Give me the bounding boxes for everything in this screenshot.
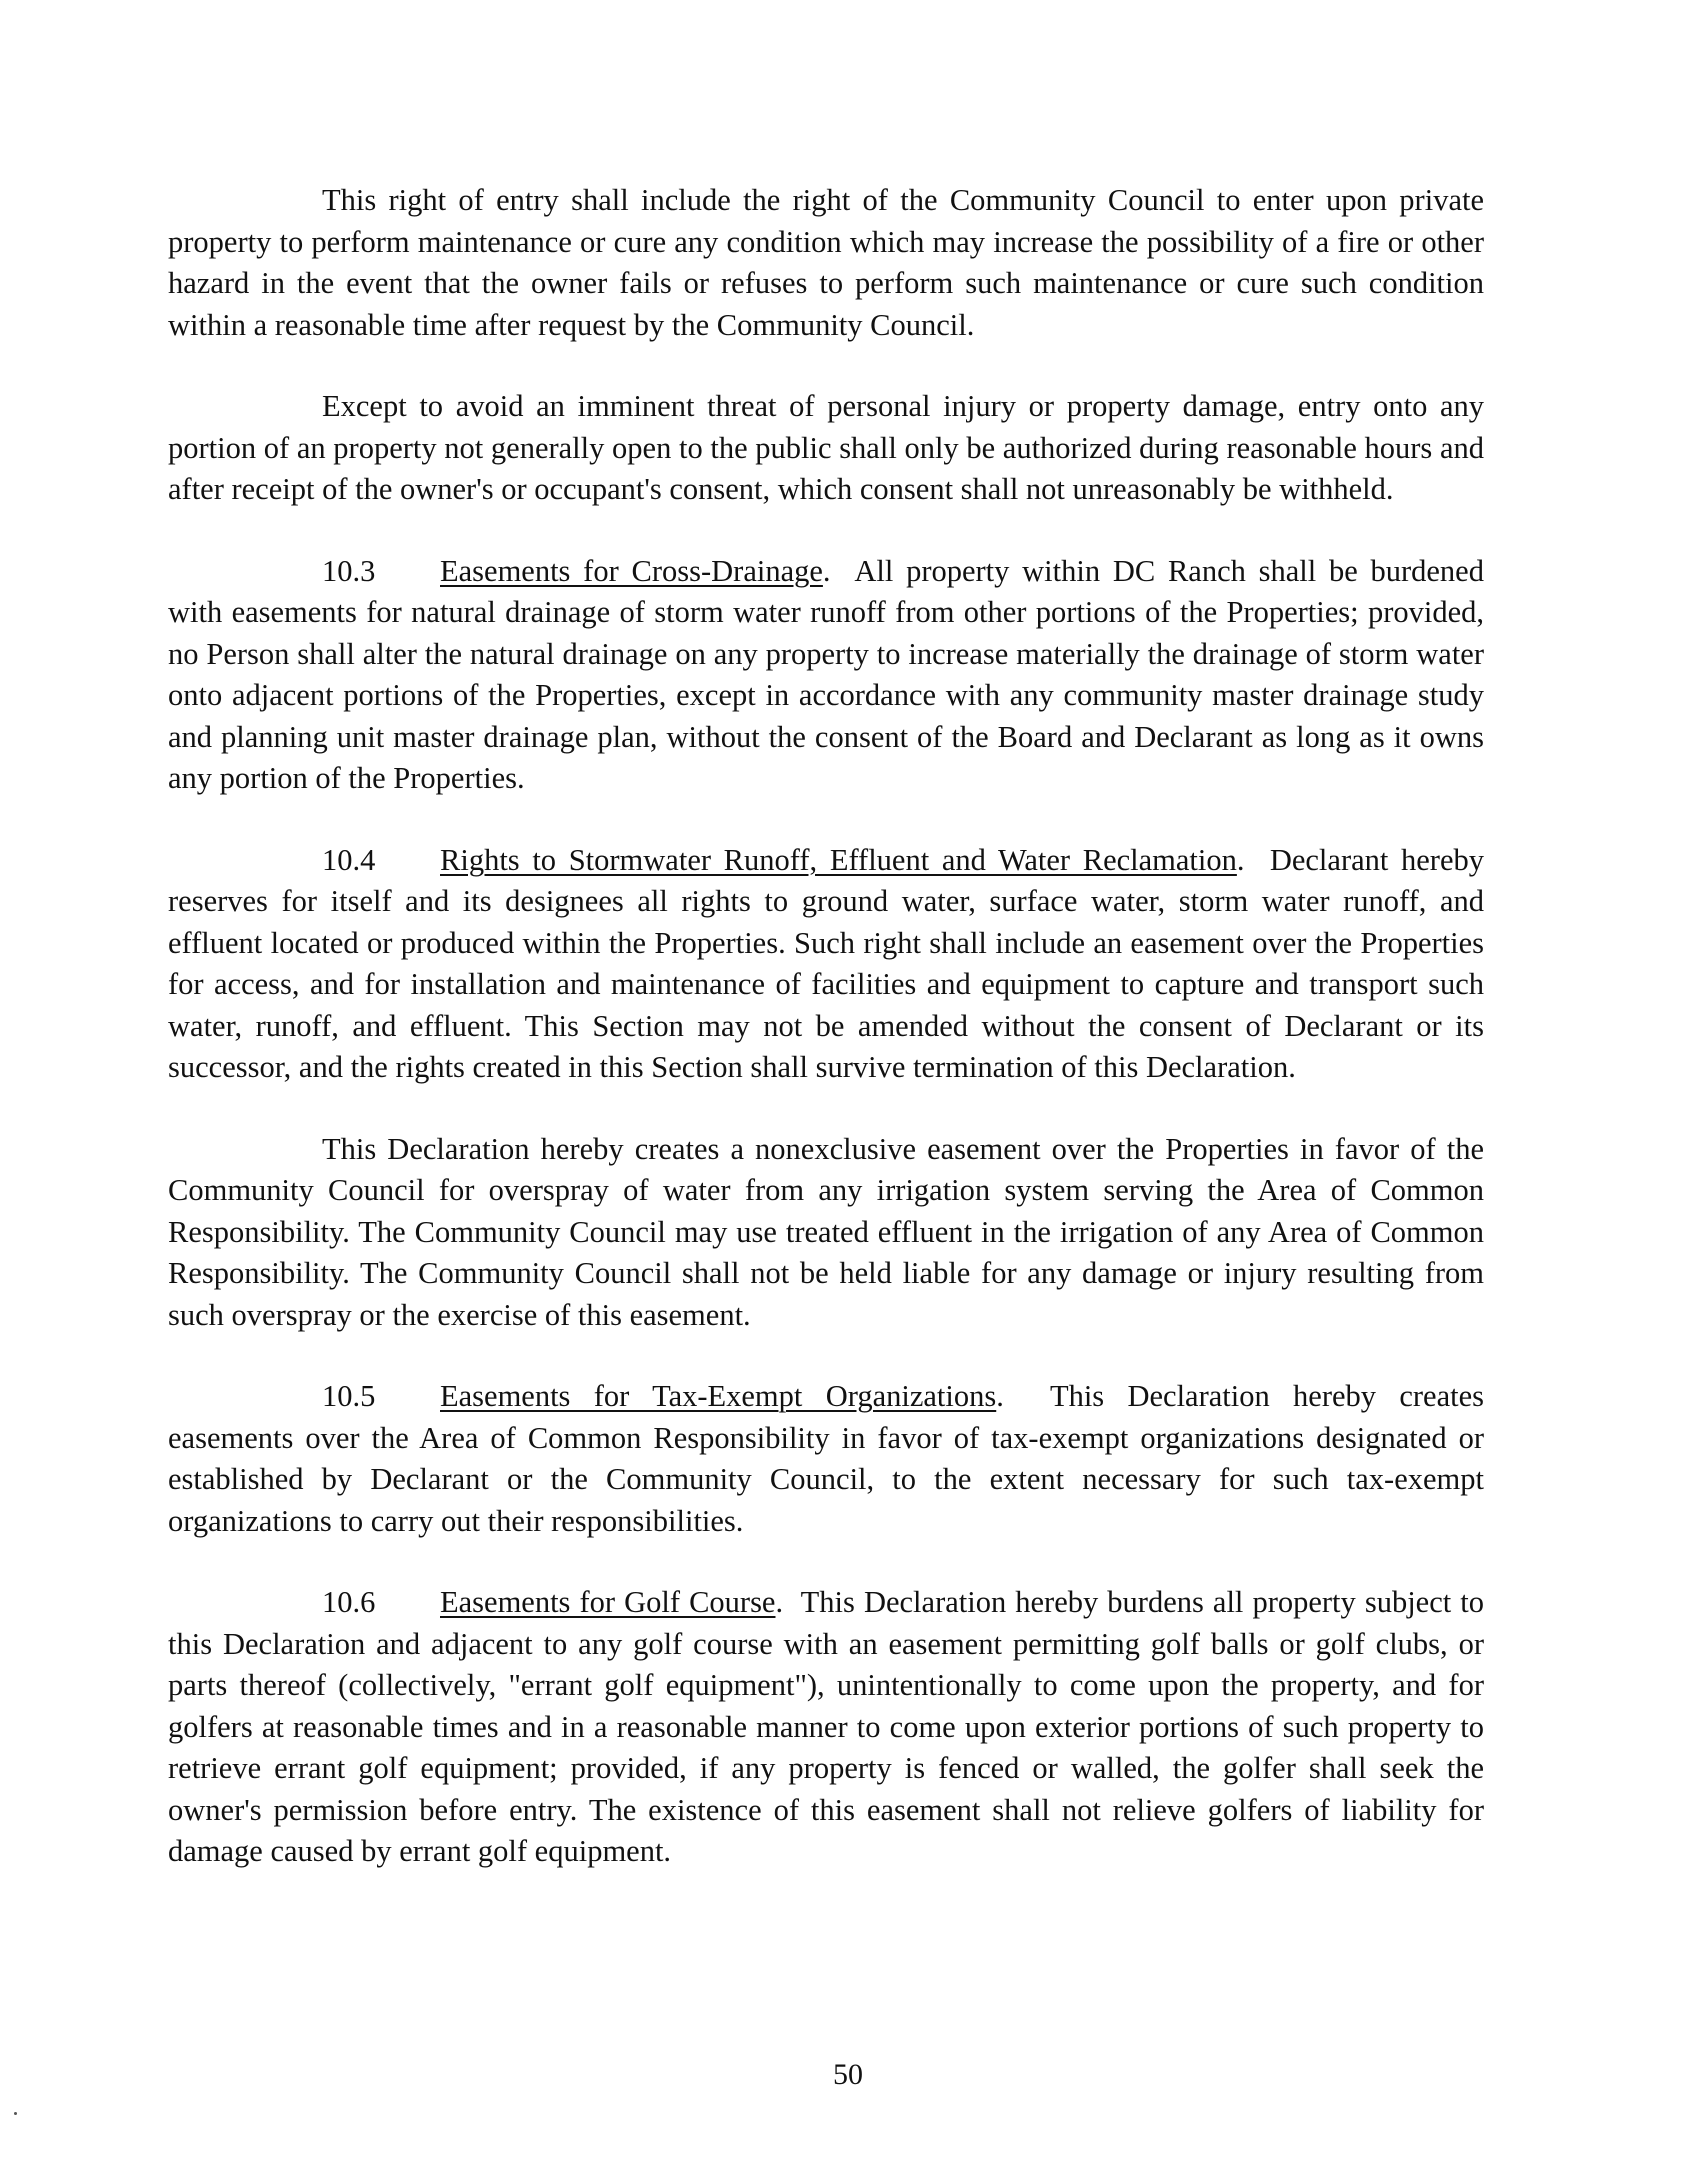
section-heading: Easements for Tax-Exempt Organizations	[440, 1379, 997, 1413]
section-heading: Easements for Cross-Drainage	[440, 553, 823, 588]
heading-punctuation: .	[822, 553, 831, 588]
document-body	[168, 180, 1484, 1913]
paragraph-text: This Declaration hereby burdens all property subject to this Declaration and adjacent to any golf course with an easement permitting golf balls or golf clubs, or parts thereof (collectively, "errant golf equipment"), unintentionally to come upon the property, and for golfers at reasonable times and in a reasonable manner to come upon exterior portions of such property to retrieve errant golf equipment; provided, if any property is fenced or walled, the golfer shall seek the owner's permission before entry. The existence of this easement shall not relieve golfers of liability for damage caused by errant golf equipment.	[168, 1585, 1485, 1868]
heading-punctuation: .	[1236, 842, 1245, 877]
paragraph-text: This Declaration hereby creates easements over the Area of Common Responsibility in favor of tax-exempt organizations designated or established by Declarant or the Community Council, to the extent necessary for such tax-exempt organizations to carry out their responsibilities.	[168, 1379, 1484, 1538]
section-number: 10.4	[322, 842, 376, 877]
paragraph-text: All property within DC Ranch shall be burdened with easements for natural drainage of storm water runoff from other portions of the Properties; provided, no Person shall alter the natural drainage on any property to increase materially the drainage of storm water onto adjacent portions of the Properties, except in accordance with any community master drainage study and planning unit master drainage plan, without the consent of the Board and Declarant as long as it owns any portion of the Properties.	[168, 553, 1484, 795]
paragraph-text: Declarant hereby reserves for itself and its designees all rights to ground water, surface water, storm water runoff, and effluent located or produced within the Properties. Such right shall include an easement over the Properties for access, and for installation and maintenance of facilities and equipment to capture and transport such water, runoff, and effluent. This Section may not be amended without the consent of Declarant or its successor, and the rights created in this Section shall survive termination of this Declaration.	[168, 842, 1485, 1084]
paragraph-overspray-easement	[168, 1129, 1484, 1337]
section-10-6	[168, 1582, 1484, 1873]
section-number: 10.5	[322, 1379, 376, 1413]
section-heading: Easements for Golf Course	[440, 1585, 776, 1619]
heading-punctuation: .	[996, 1379, 1004, 1413]
scan-speck	[14, 2112, 17, 2115]
section-heading: Rights to Stormwater Runoff, Effluent and Water Reclamation	[440, 842, 1237, 877]
section-10-5	[168, 1376, 1484, 1542]
page-number: 50	[833, 2058, 863, 2091]
heading-punctuation: .	[775, 1585, 784, 1619]
paragraph-entry-consent	[168, 386, 1484, 511]
paragraph-text: This Declaration hereby creates a nonexclusive easement over the Properties in favor of the Community Council for overspray of water from any irrigation system serving the Area of Common Responsibility. The Community Council may use treated effluent in the irrigation of any Area of Common Responsibility. The Community Council shall not be held liable for any damage or injury resulting from such overspray or the exercise of this easement.	[168, 1131, 1484, 1332]
section-number: 10.6	[322, 1585, 376, 1619]
section-10-3	[168, 551, 1484, 800]
section-number: 10.3	[322, 553, 376, 588]
paragraph-right-of-entry	[168, 180, 1484, 346]
paragraph-text: This right of entry shall include the right of the Community Council to enter upon private property to perform maintenance or cure any condition which may increase the possibility of a fire or other hazard in the event that the owner fails or refuses to perform such maintenance or cure such condition within a reasonable time after request by the Community Council.	[168, 183, 1484, 342]
section-10-4	[168, 840, 1484, 1089]
paragraph-text: Except to avoid an imminent threat of personal injury or property damage, entry onto any portion of an property not generally open to the public shall only be authorized during reasonable hours and after receipt of the owner's or occupant's consent, which consent shall not unreasonably be withheld.	[168, 389, 1484, 506]
